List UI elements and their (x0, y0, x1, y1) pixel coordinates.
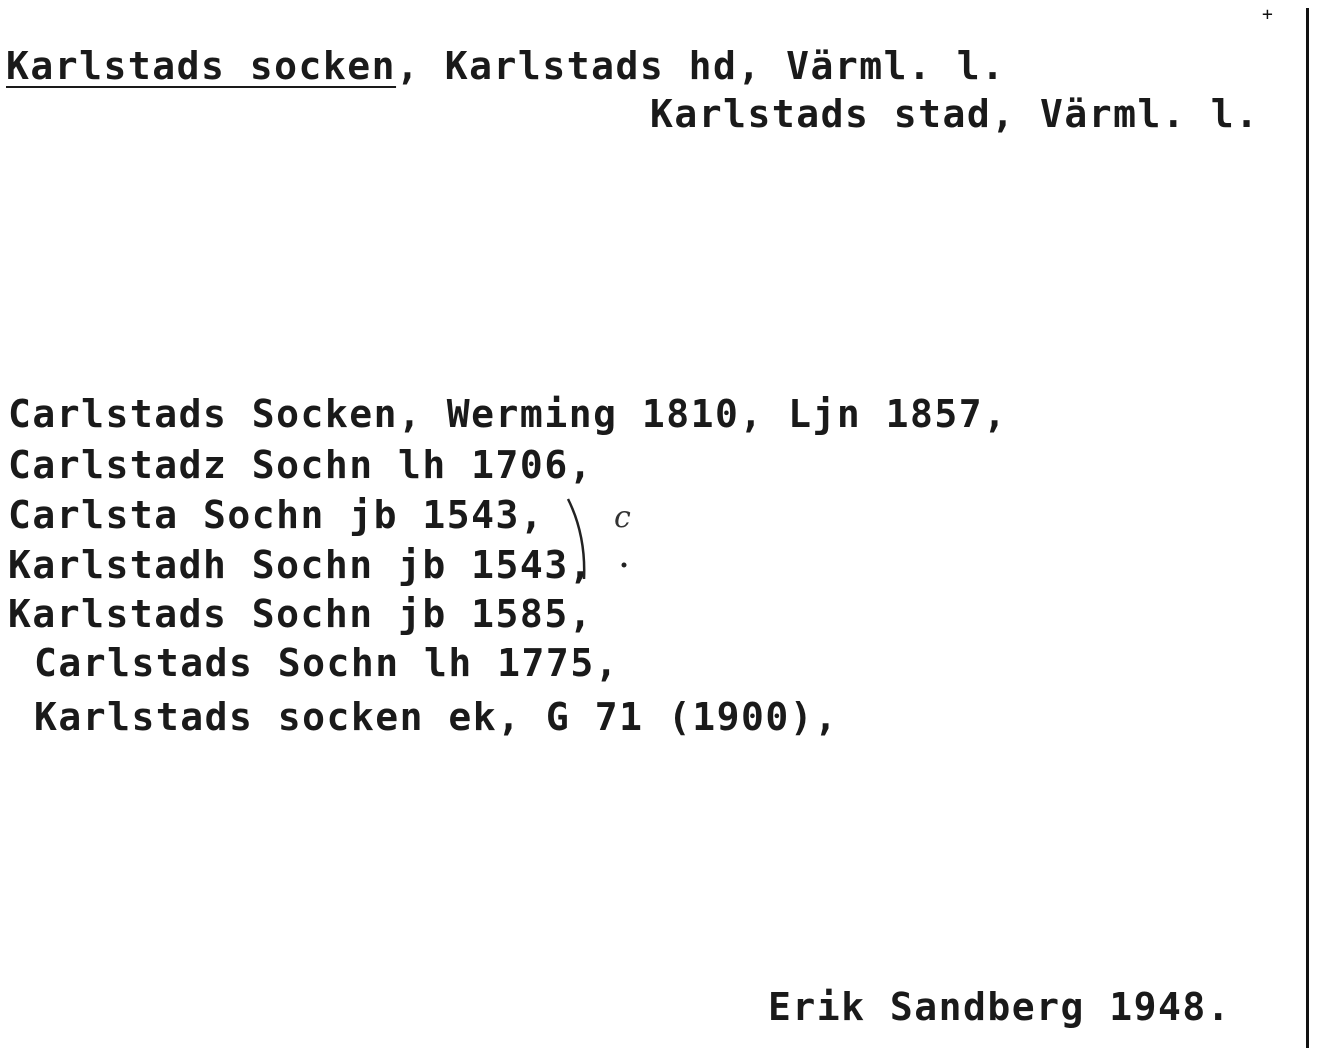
entry-line: Carlsta Sochn jb 1543, (8, 493, 545, 537)
parish-district: , Karlstads hd, Värml. l. (396, 44, 1006, 88)
handwritten-bracket (560, 495, 650, 595)
entry-line: Carlstads Sochn lh 1775, (34, 641, 620, 685)
entry-line: Karlstadh Sochn jb 1543, (8, 543, 594, 587)
entry-line: Karlstads socken ek, G 71 (1900), (34, 695, 839, 739)
heading-main (6, 44, 1006, 88)
entry-line: Karlstads Sochn jb 1585, (8, 592, 594, 636)
card-edge-line (1306, 8, 1309, 1048)
handwritten-mark: c (614, 500, 631, 535)
entry-line: Carlstadz Sochn lh 1706, (8, 443, 594, 487)
signature: Erik Sandberg 1948. (768, 985, 1232, 1029)
corner-plus-mark: + (1262, 4, 1273, 25)
entry-line: Carlstads Socken, Werming 1810, Ljn 1857, (8, 392, 1008, 436)
parish-name: Karlstads socken (6, 44, 397, 88)
heading-secondary: Karlstads stad, Värml. l. (650, 92, 1260, 136)
